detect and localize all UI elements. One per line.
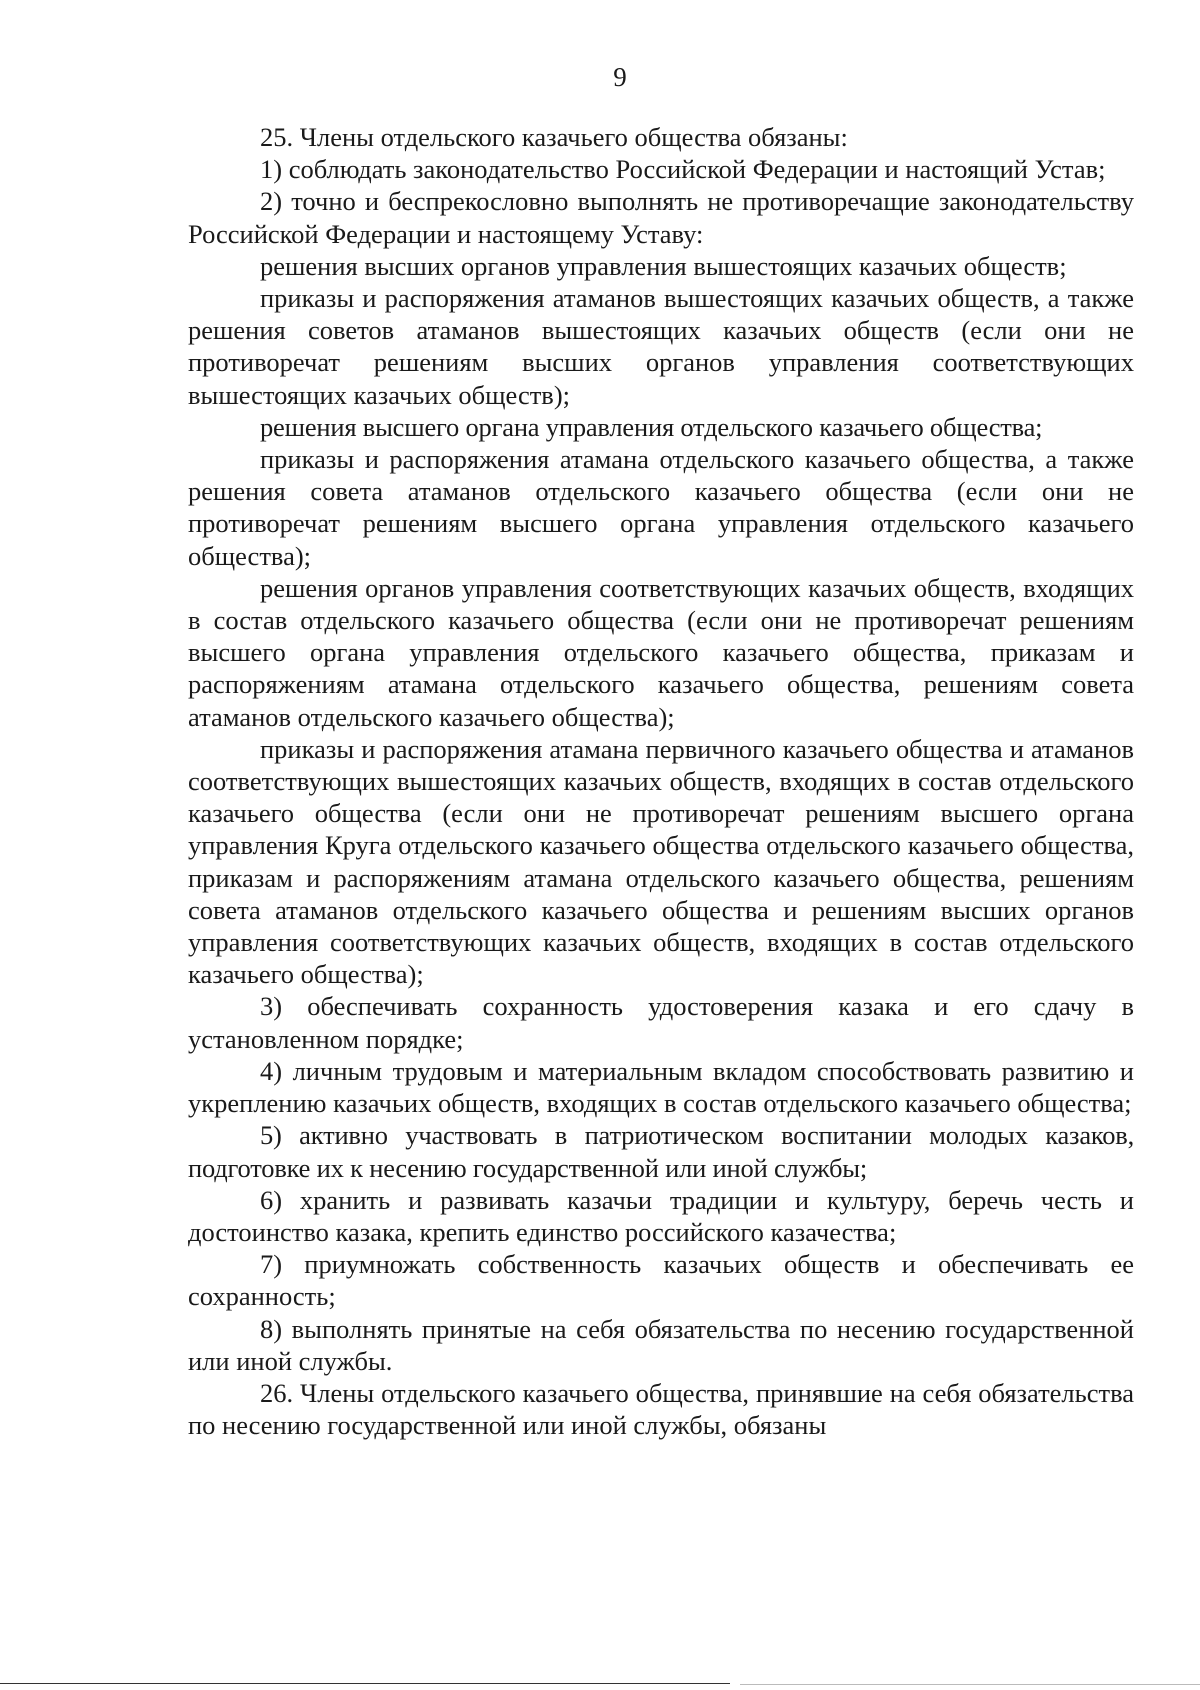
paragraph-item-1: 1) соблюдать законодательство Российской Федерации и настоящий Устав; (260, 154, 1106, 185)
page-bottom-rule-faint (740, 1684, 1200, 1685)
paragraph-sub-higher-bodies: решения высших органов управления вышестоящих казачьих обществ; (260, 250, 1067, 281)
paragraph-sub-primary-ataman: приказы и распоряжения атамана первичного казачьего общества и атаманов соответствующих вышестоящих казачьих обществ, входящих в состав отдельского казачьего общества (если они не противоречат решениям высшего органа управления Круга отдельского казачьего общества отдельского казачьего общества, приказам и распоряжениям атамана отдельского казачьего общества, решениям совета атаманов отдельского казачьего общества и решениям высших органов управления соответствующих казачьих обществ, входящих в состав отдельского казачьего общества); (188, 733, 1134, 990)
paragraph-sub-ataman-orders: приказы и распоряжения атамана отдельского казачьего общества, а также решения совета атаманов отдельского казачьего общества (если они не противоречат решениям высшего органа управления отдельского казачьего общества); (188, 444, 1134, 571)
paragraph-sub-management-bodies: решения органов управления соответствующих казачьих обществ, входящих в состав отдельского казачьего общества (если они не противоречат решениям высшего органа управления отдельского казачьего общества, приказам и распоряжениям атамана отдельского казачьего общества, решениям совета атаманов отдельского казачьего общества); (188, 572, 1134, 732)
paragraph-item-2: 2) точно и беспрекословно выполнять не противоречащие законодательству Российской Федерации и настоящему Уставу: (188, 186, 1134, 249)
paragraph-item-7: 7) приумножать собственность казачьих обществ и обеспечивать ее сохранность; (188, 1249, 1134, 1312)
paragraph-26: 26. Члены отдельского казачьего общества, принявшие на себя обязательства по несению государственной или иной службы, обязаны (188, 1377, 1134, 1441)
paragraph-item-4: 4) личным трудовым и материальным вкладом способствовать развитию и укреплению казачьих обществ, входящих в состав отдельского казачьего общества; (188, 1055, 1134, 1119)
paragraph-item-8: 8) выполнять принятые на себя обязательства по несению государственной или иной службы. (188, 1313, 1134, 1376)
paragraph-sub-atamans-orders: приказы и распоряжения атаманов вышестоящих казачьих обществ, а также решения советов атаманов вышестоящих казачьих обществ (если они не противоречат решениям высших органов управления соответствующих вышестоящих казачьих обществ); (188, 283, 1134, 410)
page-number: 9 (613, 62, 627, 92)
page-bottom-rule (0, 1683, 730, 1684)
paragraph-sub-highest-body: решения высшего органа управления отдельского казачьего общества; (260, 411, 1043, 442)
paragraph-item-6: 6) хранить и развивать казачьи традиции и культуру, беречь честь и достоинство казака, крепить единство российского казачества; (188, 1184, 1134, 1247)
paragraph-item-3: 3) обеспечивать сохранность удостоверения казака и его сдачу в установленном порядке; (188, 991, 1134, 1054)
paragraph-item-5: 5) активно участвовать в патриотическом воспитании молодых казаков, подготовке их к несению государственной или иной службы; (188, 1120, 1134, 1183)
paragraph-25-heading: 25. Члены отдельского казачьего общества обязаны: (260, 122, 848, 152)
document-body (188, 121, 1134, 1441)
